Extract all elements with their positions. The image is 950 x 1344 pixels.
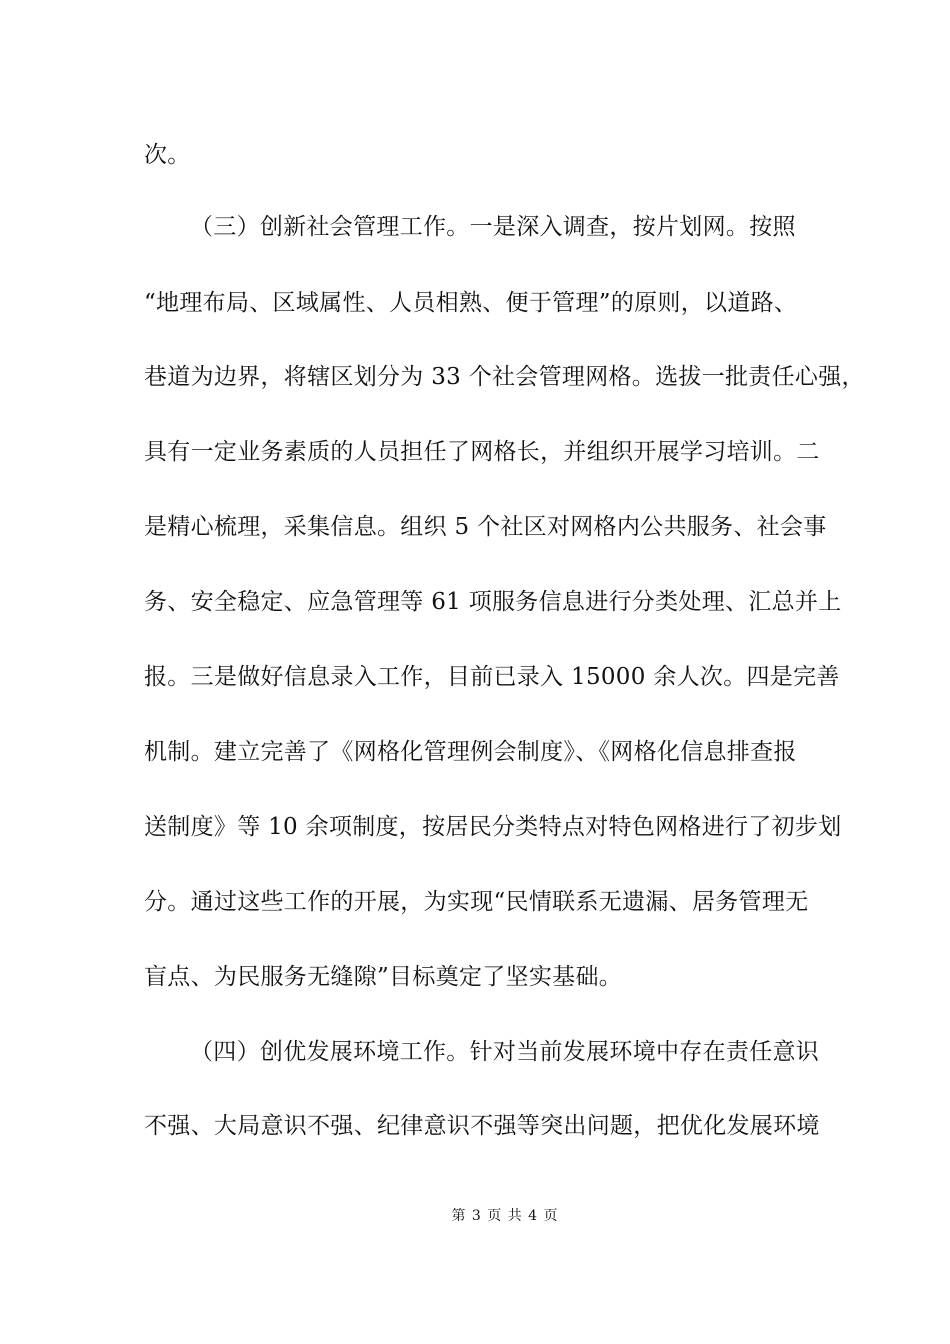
text-line: 不强、大局意识不强、纪律意识不强等突出问题，把优化发展环境 (144, 1113, 820, 1139)
text-line: 是精心梳理，采集信息。组织 5 个社区对网格内公共服务、社会事 (144, 514, 827, 540)
text-line: 分。通过这些工作的开展，为实现“民情联系无遗漏、居务管理无 (144, 889, 809, 915)
text-line: 盲点、为民服务无缝隙”目标奠定了坚实基础。 (144, 964, 623, 990)
page-number-footer: 第 3 页 共 4 页 (451, 1208, 559, 1224)
text-line: 具有一定业务素质的人员担任了网格长，并组织开展学习培训。二 (144, 439, 820, 465)
text-line: 巷道为边界，将辖区划分为 33 个社会管理网格。选拔一批责任心强， (144, 364, 865, 390)
text-line: 报。三是做好信息录入工作，目前已录入 15000 余人次。四是完善 (144, 664, 840, 690)
text-line: 机制。建立完善了《网格化管理例会制度》、《网格化信息排查报 (144, 739, 797, 765)
paragraph-heading-line: （四）创优发展环境工作。针对当前发展环境中存在责任意识 (190, 1039, 820, 1065)
text-line: 次。 (144, 142, 191, 168)
paragraph-heading-line: （三）创新社会管理工作。一是深入调查，按片划网。按照 (190, 214, 796, 240)
text-line: 送制度》等 10 余项制度，按居民分类特点对特色网格进行了初步划 (144, 814, 842, 840)
text-line: “地理布局、区域属性、人员相熟、便于管理”的原则，以道路、 (144, 290, 798, 316)
text-line: 务、安全稳定、应急管理等 61 项服务信息进行分类处理、汇总并上 (144, 589, 842, 615)
